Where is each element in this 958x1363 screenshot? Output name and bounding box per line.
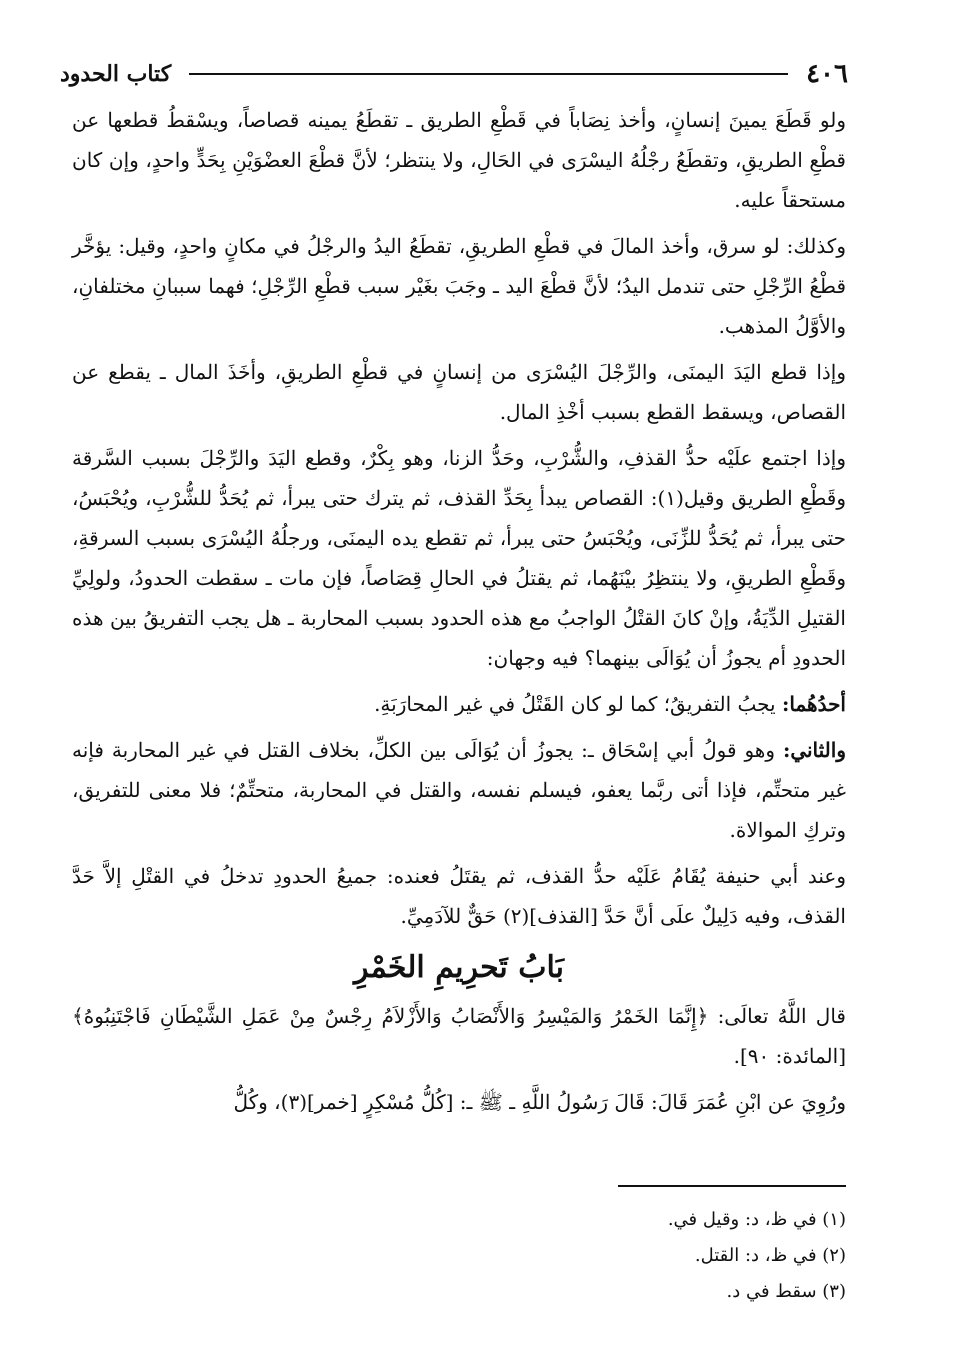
section-heading: بَابُ تَحرِيمِ الخَمْرِ — [354, 950, 564, 985]
paragraph: وإذا اجتمع علَيْه حدُّ القذفِ، والشُّرْبِ، وحَدُّ الزنا، وهو بِكْرٌ، وقطع اليَدَ والرِّجْلَ بسبب السَّرقة وقَطْعِ الطريق وقيل(١): القصاص يبدأ بِحَدِّ القذف، ثم يترك حتى يبرأ، ثم يُحَدُّ للشُّرْبِ، ويُحْبَسُ، حتى يبرأ، ثم يُحَدُّ للزِّنَى، ويُحْبَسُ حتى يبرأ، ثم تقطع يده اليمنَى، ورجلُهُ اليُسْرَى بسبب السرقةِ، وقَطْعِ الطريقِ، ولا ينتظِرُ بيْنَهُما، ثم يقتلُ في الحالِ قِصَاصاً، فإن مات ـ سقطت الحدودُ، ولولِيِّ القتيلِ الدِّيَةُ، وإنْ كانَ القتْلُ الواجبُ مع هذه الحدود بسبب المحاربة ـ هل يجب التفريقُ بين هذه الحدودِ أم يجوزُ أن يُوَالَى بينهما؟ فيه وجهان: — [72, 446, 847, 670]
header-rule — [189, 73, 788, 75]
paragraph-lead: والثاني: — [782, 738, 846, 762]
footnote: (١) في ظ، د: وقيل في. — [667, 1209, 846, 1230]
paragraph: وعند أبي حنيفة يُقَامُ عَلَيْه حدُّ القذف، ثم يقتَلُ فعنده: جميعُ الحدودِ تدخلُ في القتْلِ إلاَّ حَدَّ القذف، وفيه دَلِيلٌ علَى أنَّ حَدَّ [القذف](٢) حَقٌّ للآدَمِيِّ. — [72, 864, 846, 928]
paragraph: قال اللَّهُ تعالَى: ﴿إِنَّمَا الخَمْرُ وَالمَيْسِرُ وَالأَنْصَابُ وَالأَزْلاَمُ رِجْسٌ مِنْ عَمَلِ الشَّيْطَانِ فَاجْتَنِبُوهُ﴾ [المائدة: ٩٠]. — [72, 1004, 846, 1068]
paragraph: وإذا قطع اليَدَ اليمنَى، والرِّجْلَ اليُسْرَى من إنسانٍ في قطْعِ الطريقِ، وأخَذَ المال ـ يقطع عن القصاص، ويسقط القطع بسبب أخْذِ المال. — [72, 360, 846, 424]
page-body — [72, 100, 846, 1128]
paragraph: أحدُهُما: يجبُ التفريقُ؛ كما لو كان القَتْلُ في غير المحارَبَةِ. — [374, 692, 846, 716]
paragraph: وكذلك: لو سرق، وأخذ المالَ في قطْعِ الطريقِ، تقطَعُ اليدُ والرجْلُ في مكانٍ واحدٍ، وقيل: يؤخَّر قطْعُ الرِّجْلِ حتى تندمل اليدُ؛ لأنَّ قطْعَ اليد ـ وجَبَ بغَيْر سبب قطْعِ الرِّجْلِ؛ فهما سببانِ مختلفانِ، والأوَّلُ المذهب. — [72, 234, 846, 338]
paragraph: والثاني: وهو قولُ أبي إسْحَاق ـ: يجوزُ أن يُوَالَى بين الكلِّ، بخلاف القتل في غير المحاربة فإنه غير متحتِّم، فإذا أتى ربَّما يعفو، فيسلم نفسه، والقتل في المحاربة، متحتِّمٌ؛ فلا معنى للتفريق، وتركِ الموالاة. — [72, 738, 846, 842]
paragraph: ورُوِيَ عن ابْنِ عُمَرَ قَالَ: قَالَ رَسُولُ اللَّهِ ـ ﷺ ـ: [كُلُّ مُسْكِرٍ [خمر](٣)، وكُلُّ — [233, 1090, 846, 1114]
running-title: كتاب الحدود — [60, 61, 172, 87]
footnote: (٢) في ظ، د: القتل. — [694, 1245, 846, 1266]
footnote-rule — [618, 1185, 846, 1187]
page-number: ٤٠٦ — [806, 59, 848, 89]
page-header — [60, 54, 848, 94]
footnote: (٣) سقط في د. — [726, 1281, 846, 1302]
paragraph: ولو قَطَعَ يمينَ إنسانٍ، وأخذ نِصَاباً في قَطْعِ الطريق ـ تقطَعُ يمينه قصاصاً، ويسْقطُ قطعها عن قطْعِ الطريقِ، وتقطَعُ رجْلُهُ اليسْرَى في الحَالِ، ولا ينتظر؛ لأنَّ قطْعَ العضْوَيْنِ بِحَدٍّ واحدٍ، وإن كان مستحقاً عليه. — [72, 108, 846, 212]
paragraph-lead: أحدُهُما: — [781, 692, 846, 716]
footnotes — [400, 1202, 846, 1310]
